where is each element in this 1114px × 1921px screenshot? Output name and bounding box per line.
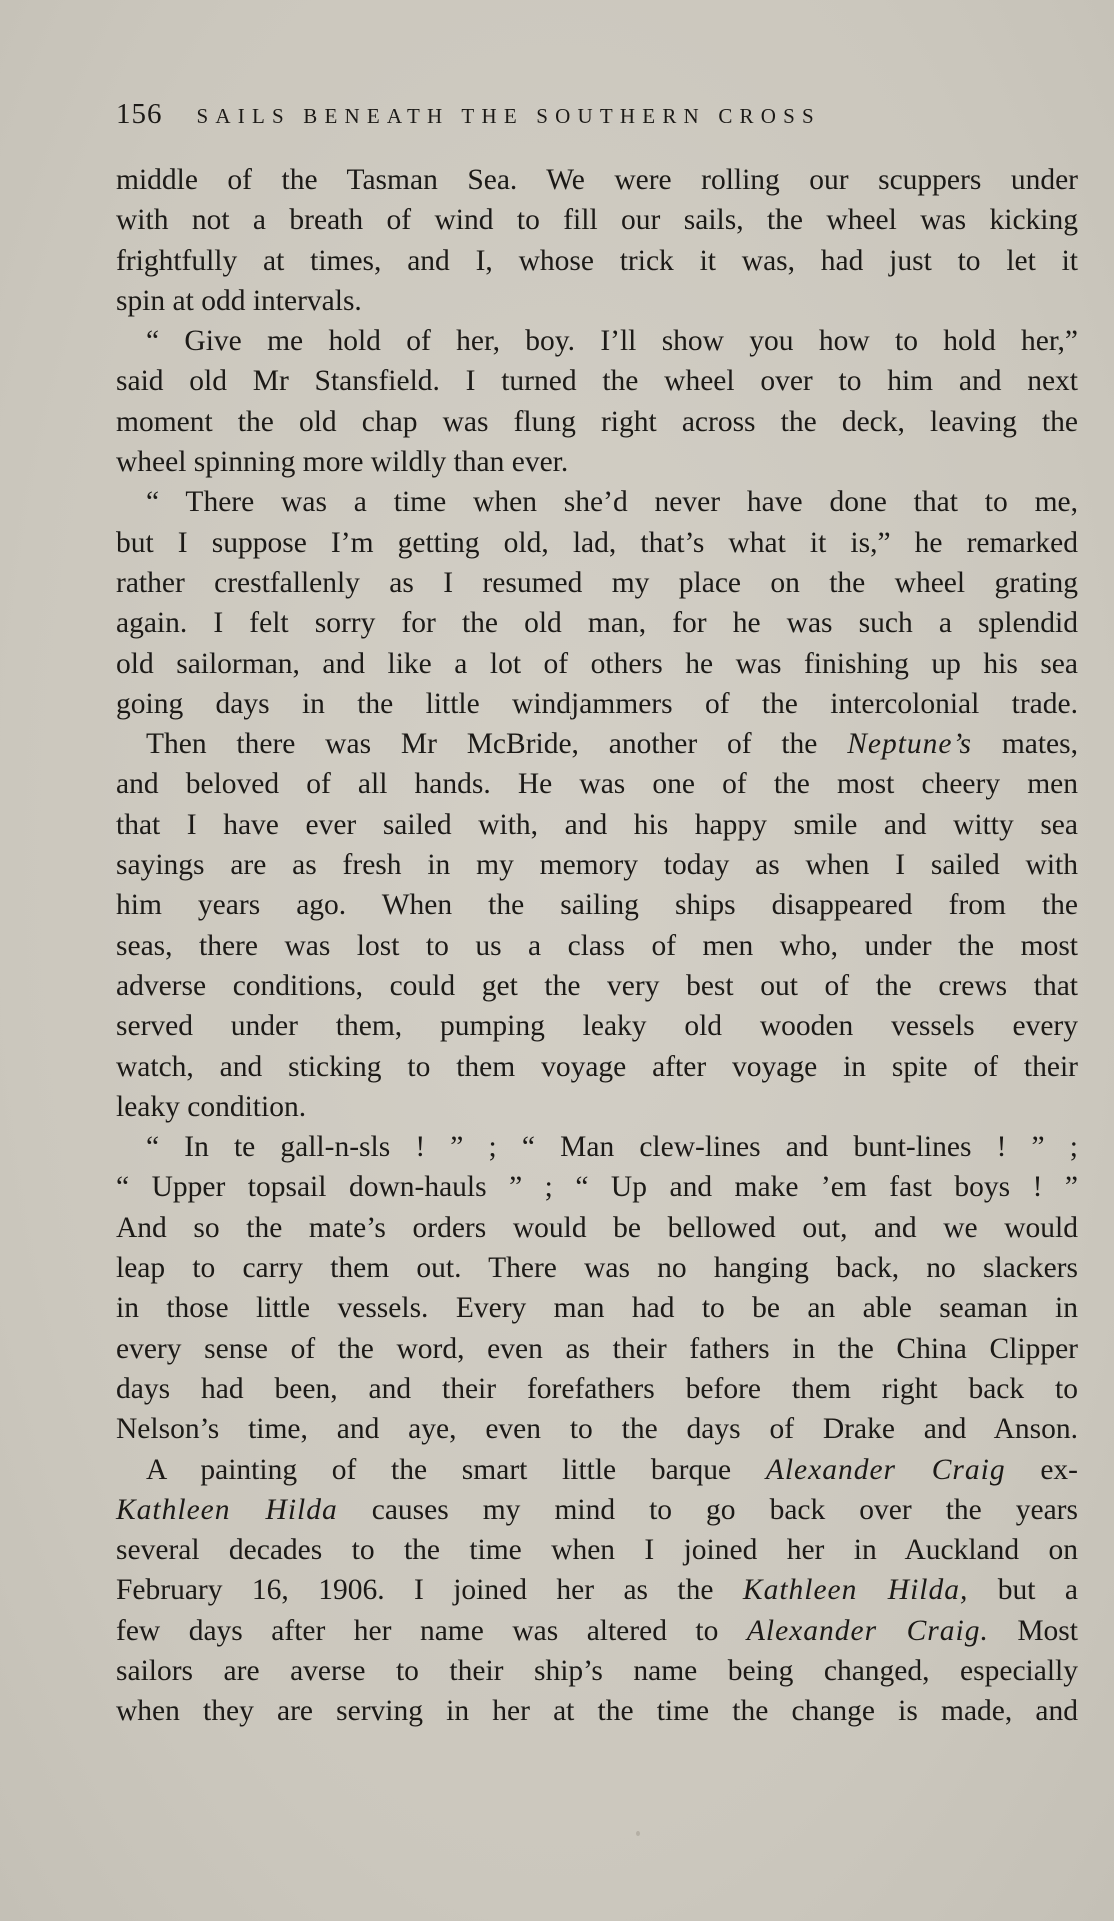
- text-line: “ Give me hold of her, boy. I’ll show you how to hold her,”: [146, 325, 1078, 358]
- page-number: 156: [116, 98, 163, 130]
- text-line: that I have ever sailed with, and his happy smile and witty sea: [116, 808, 1078, 841]
- text-line: watch, and sticking to them voyage after voyage in spite of their: [116, 1050, 1078, 1083]
- text-line: seas, there was lost to us a class of men who, under the most: [116, 929, 1078, 962]
- text-line: Then there was Mr McBride, another of the Neptune’s mates,: [146, 728, 1078, 761]
- ship-name: Neptune’s: [847, 728, 973, 761]
- book-title: SAILS BENEATH THE SOUTHERN CROSS: [196, 104, 821, 128]
- running-head: [116, 98, 1030, 138]
- text-line: few days after her name was altered to Alexander Craig. Most: [116, 1614, 1078, 1647]
- ship-name: Alexander Craig.: [746, 1614, 989, 1647]
- paper-speck: [636, 1831, 640, 1836]
- text-line: A painting of the smart little barque Alexander Craig ex-: [146, 1453, 1078, 1486]
- text-line: and beloved of all hands. He was one of the most cheery men: [116, 768, 1078, 801]
- text-line: frightfully at times, and I, whose trick it was, had just to let it: [116, 244, 1078, 277]
- text-line: every sense of the word, even as their fathers in the China Clipper: [116, 1332, 1078, 1365]
- text-line: said old Mr Stansfield. I turned the wheel over to him and next: [116, 365, 1078, 398]
- text-line: leap to carry them out. There was no hanging back, no slackers: [116, 1252, 1078, 1285]
- text-line: spin at odd intervals.: [116, 284, 362, 317]
- ship-name: Alexander Craig: [765, 1453, 1006, 1486]
- ship-name: Kathleen Hilda,: [742, 1574, 969, 1607]
- text-line: him years ago. When the sailing ships disappeared from the: [116, 889, 1078, 922]
- text-line: Kathleen Hilda causes my mind to go back over the years: [116, 1493, 1078, 1526]
- body-text: [116, 160, 1078, 1732]
- text-line: old sailorman, and like a lot of others he was finishing up his sea: [116, 647, 1078, 680]
- text-line: “ There was a time when she’d never have done that to me,: [146, 486, 1078, 519]
- text-line: again. I felt sorry for the old man, for he was such a splendid: [116, 607, 1078, 640]
- text-line: wheel spinning more wildly than ever.: [116, 446, 569, 479]
- text-line: adverse conditions, could get the very best out of the crews that: [116, 969, 1078, 1002]
- text-line: leaky condition.: [116, 1090, 307, 1123]
- text-line: “ In te gall-n-sls ! ” ; “ Man clew-lines and bunt-lines ! ” ;: [146, 1131, 1078, 1164]
- text-line: February 16, 1906. I joined her as the Kathleen Hilda, but a: [116, 1574, 1079, 1607]
- ship-name: Kathleen Hilda: [116, 1493, 338, 1526]
- text-line: sayings are as fresh in my memory today as when I sailed with: [116, 849, 1078, 882]
- text-line: going days in the little windjammers of the intercolonial trade.: [116, 687, 1078, 720]
- text-line: with not a breath of wind to fill our sails, the wheel was kicking: [116, 204, 1078, 237]
- text-line: in those little vessels. Every man had to be an able seaman in: [116, 1292, 1078, 1325]
- text-line: And so the mate’s orders would be bellowed out, and we would: [116, 1211, 1078, 1244]
- text-line: middle of the Tasman Sea. We were rolling our scuppers under: [116, 164, 1078, 196]
- text-line: when they are serving in her at the time the change is made, and: [116, 1695, 1078, 1728]
- text-line: served under them, pumping leaky old wooden vessels every: [116, 1010, 1078, 1043]
- text-line: days had been, and their forefathers before them right back to: [116, 1372, 1078, 1405]
- text-line: “ Upper topsail down-hauls ” ; “ Up and make ’em fast boys ! ”: [116, 1171, 1078, 1204]
- text-line: rather crestfallenly as I resumed my place on the wheel grating: [116, 566, 1078, 599]
- text-line: sailors are averse to their ship’s name being changed, especially: [116, 1654, 1078, 1687]
- text-line: several decades to the time when I joined her in Auckland on: [116, 1534, 1078, 1567]
- text-line: moment the old chap was flung right across the deck, leaving the: [116, 405, 1078, 438]
- text-line: Nelson’s time, and aye, even to the days of Drake and Anson.: [116, 1413, 1078, 1446]
- text-line: but I suppose I’m getting old, lad, that’s what it is,” he remarked: [116, 526, 1078, 559]
